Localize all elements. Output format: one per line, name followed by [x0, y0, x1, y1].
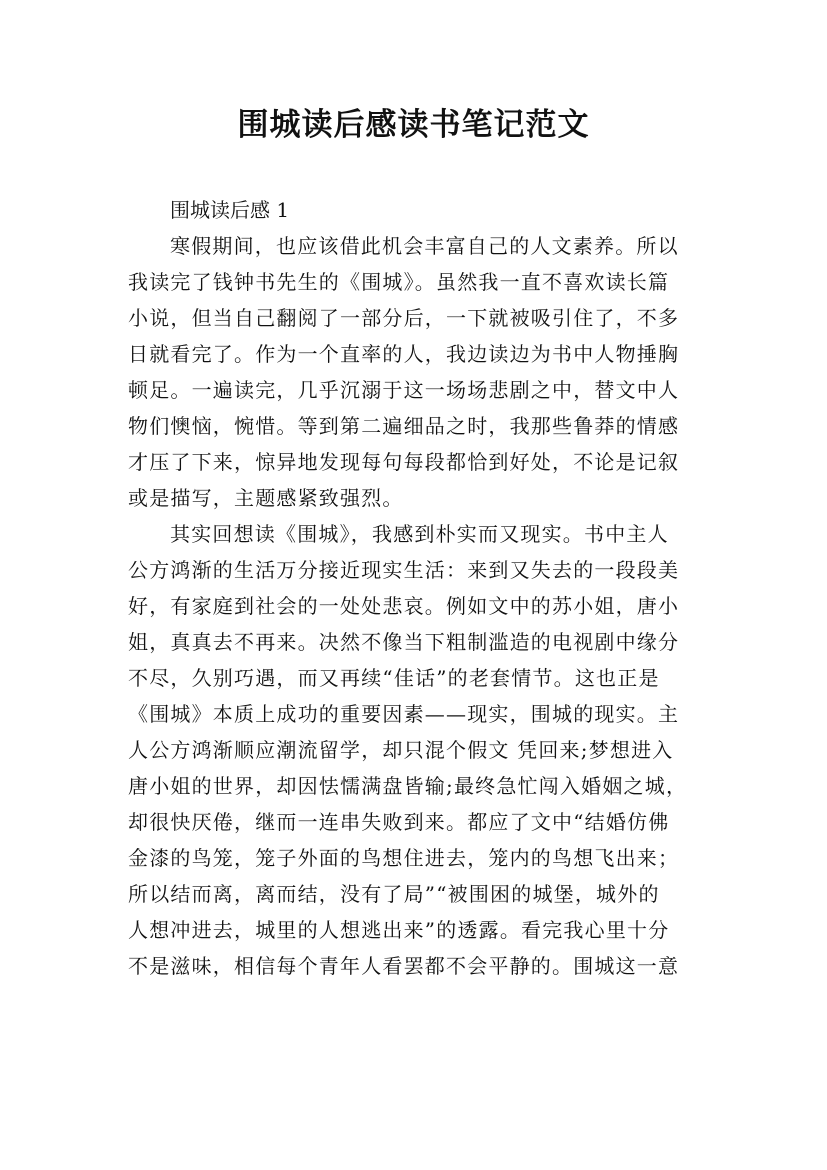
paragraph-line: 所以结而离，离而结，没有了局”“被围困的城堡，城外的 — [128, 882, 660, 906]
paragraph-line: 顿足。一遍读完，几乎沉溺于这一场场悲剧之中，替文中人 — [128, 378, 680, 402]
paragraph-line: 金漆的鸟笼，笼子外面的鸟想住进去，笼内的鸟想飞出来； — [128, 846, 680, 870]
paragraph-line: 《围城》本质上成功的重要因素——现实，围城的现实。主 — [128, 702, 680, 726]
paragraph-line: 人公方鸿渐顺应潮流留学，却只混个假文 凭回来;梦想进入 — [128, 738, 674, 762]
paragraph-line: 姐，真真去不再来。决然不像当下粗制滥造的电视剧中缘分 — [128, 630, 680, 654]
paragraph-line: 我读完了钱钟书先生的《围城》。虽然我一直不喜欢读长篇 — [128, 270, 670, 294]
body-paragraph — [128, 516, 704, 984]
paragraph-line: 好，有家庭到社会的一处处悲哀。例如文中的苏小姐，唐小 — [128, 594, 680, 618]
paragraph-line: 人想冲进去，城里的人想逃出来”的透露。看完我心里十分 — [128, 918, 670, 942]
paragraph-line: 其实回想读《围城》，我感到朴实而又现实。书中主人 — [170, 522, 669, 546]
paragraph-line: 才压了下来，惊异地发现每句每段都恰到好处，不论是记叙 — [128, 450, 680, 474]
section-heading: 围城读后感 1 — [170, 198, 290, 222]
paragraph-line: 却很快厌倦，继而一连串失败到来。都应了文中“结婚仿佛 — [128, 810, 670, 834]
paragraph-line: 不尽，久别巧遇，而又再续“佳话”的老套情节。这也正是 — [128, 666, 660, 690]
paragraph-line: 或是描写，主题感紧致强烈。 — [128, 486, 404, 510]
body-paragraph — [128, 228, 704, 516]
paragraph-line: 日就看完了。作为一个直率的人，我边读边为书中人物捶胸 — [128, 342, 680, 366]
document-title: 围城读后感读书笔记范文 — [237, 107, 590, 143]
paragraphs-container — [128, 228, 704, 984]
paragraph-line: 唐小姐的世界，却因怯懦满盘皆输;最终急忙闯入婚姻之城， — [128, 774, 688, 798]
paragraph-line: 物们懊恼，惋惜。等到第二遍细品之时，我那些鲁莽的情感 — [128, 414, 680, 438]
paragraph-line: 寒假期间，也应该借此机会丰富自己的人文素养。所以 — [170, 234, 679, 258]
paragraph-line: 不是滋味，相信每个青年人看罢都不会平静的。围城这一意 — [128, 954, 680, 978]
document-body — [128, 192, 704, 984]
paragraph-line: 小说，但当自己翻阅了一部分后，一下就被吸引住了，不多 — [128, 306, 680, 330]
paragraph-line: 公方鸿渐的生活万分接近现实生活：来到又失去的一段段美 — [128, 558, 680, 582]
